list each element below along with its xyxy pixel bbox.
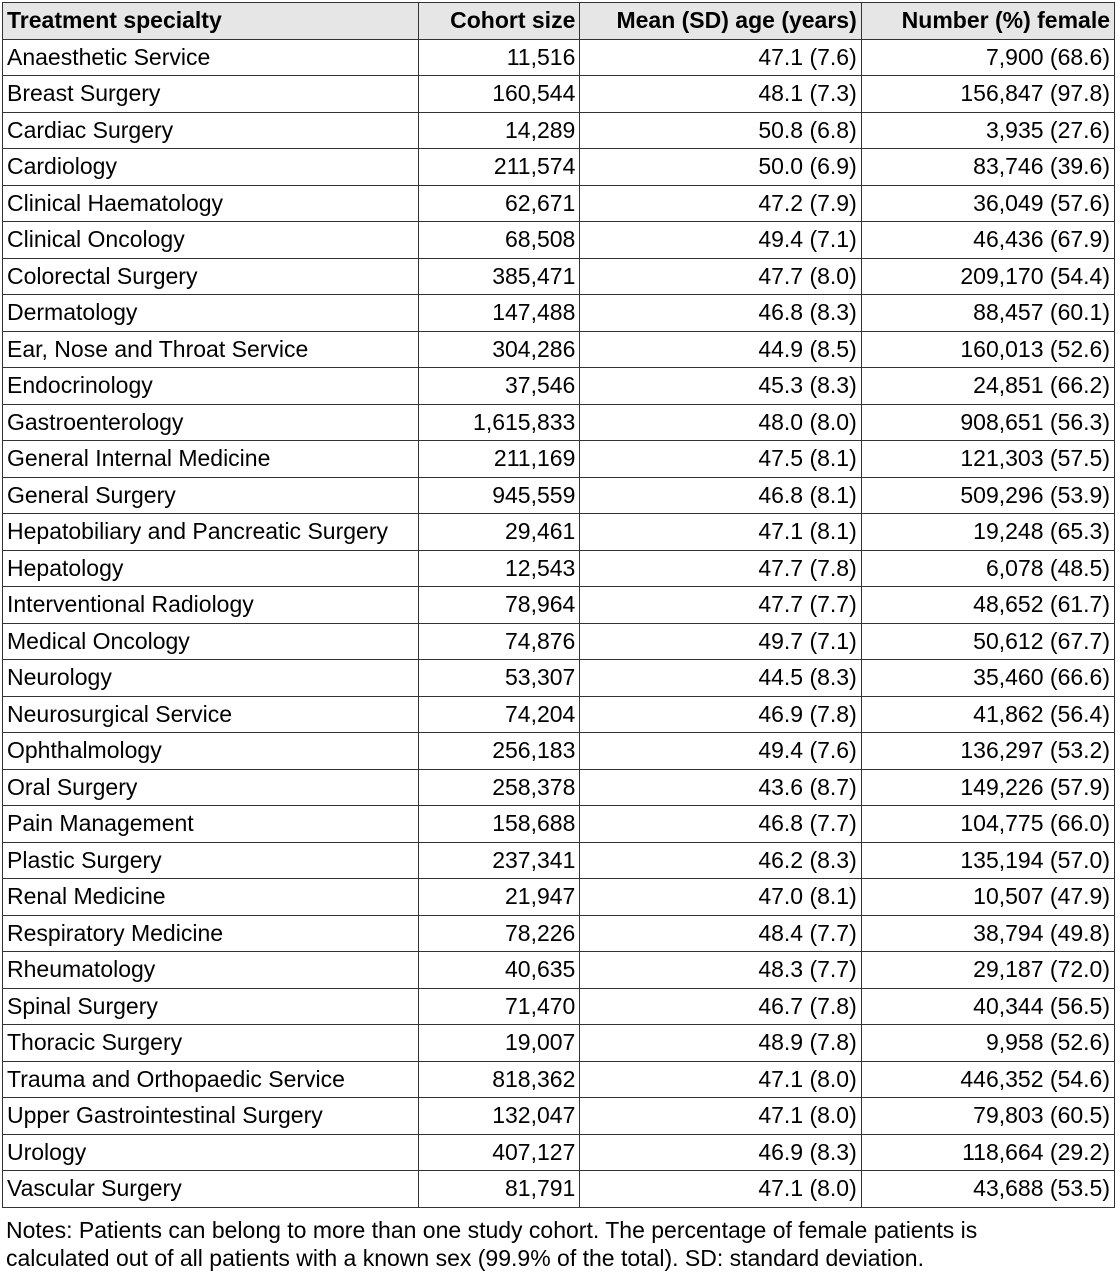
cell-number-female: 156,847 (97.8) [861,76,1114,113]
cell-cohort-size: 945,559 [418,477,580,514]
cell-treatment-specialty: Oral Surgery [3,769,419,806]
cell-number-female: 48,652 (61.7) [861,587,1114,624]
table-row [3,477,1115,514]
table-row [3,368,1115,405]
table-row [3,550,1115,587]
cell-number-female: 160,013 (52.6) [861,331,1114,368]
cell-cohort-size: 74,876 [418,623,580,660]
cell-mean-age: 47.7 (7.7) [580,587,861,624]
cell-mean-age: 48.4 (7.7) [580,915,861,952]
cell-mean-age: 50.0 (6.9) [580,149,861,186]
cohort-table [2,2,1115,1208]
cell-number-female: 46,436 (67.9) [861,222,1114,259]
cell-number-female: 509,296 (53.9) [861,477,1114,514]
cell-treatment-specialty: Ear, Nose and Throat Service [3,331,419,368]
table-row [3,1025,1115,1062]
table-row [3,733,1115,770]
header-treatment-specialty: Treatment specialty [3,3,419,40]
table-header-row [3,3,1115,40]
cell-treatment-specialty: Breast Surgery [3,76,419,113]
cell-cohort-size: 258,378 [418,769,580,806]
cell-treatment-specialty: Gastroenterology [3,404,419,441]
header-cohort-size: Cohort size [418,3,580,40]
cell-cohort-size: 74,204 [418,696,580,733]
cell-treatment-specialty: Clinical Haematology [3,185,419,222]
cell-number-female: 79,803 (60.5) [861,1098,1114,1135]
cell-treatment-specialty: Urology [3,1134,419,1171]
cell-treatment-specialty: Renal Medicine [3,879,419,916]
table-row [3,514,1115,551]
table-notes [6,1216,1106,1272]
cell-mean-age: 50.8 (6.8) [580,112,861,149]
cell-mean-age: 45.3 (8.3) [580,368,861,405]
cell-treatment-specialty: Endocrinology [3,368,419,405]
cell-mean-age: 49.7 (7.1) [580,623,861,660]
cell-treatment-specialty: Trauma and Orthopaedic Service [3,1061,419,1098]
cell-number-female: 50,612 (67.7) [861,623,1114,660]
cell-number-female: 209,170 (54.4) [861,258,1114,295]
table-row [3,696,1115,733]
cell-treatment-specialty: Dermatology [3,295,419,332]
cell-treatment-specialty: Hepatology [3,550,419,587]
cell-mean-age: 48.1 (7.3) [580,76,861,113]
cell-mean-age: 47.1 (8.0) [580,1061,861,1098]
table-row [3,112,1115,149]
cell-mean-age: 47.1 (8.0) [580,1171,861,1208]
table-row [3,76,1115,113]
cell-treatment-specialty: Plastic Surgery [3,842,419,879]
cell-mean-age: 49.4 (7.1) [580,222,861,259]
cell-mean-age: 47.5 (8.1) [580,441,861,478]
cell-number-female: 7,900 (68.6) [861,39,1114,76]
cell-mean-age: 46.2 (8.3) [580,842,861,879]
cell-cohort-size: 11,516 [418,39,580,76]
cell-number-female: 38,794 (49.8) [861,915,1114,952]
cell-number-female: 908,651 (56.3) [861,404,1114,441]
cohort-table-container [2,2,1115,1208]
cell-cohort-size: 81,791 [418,1171,580,1208]
table-body [3,39,1115,1207]
cell-treatment-specialty: Neurosurgical Service [3,696,419,733]
cell-number-female: 83,746 (39.6) [861,149,1114,186]
cell-treatment-specialty: Vascular Surgery [3,1171,419,1208]
cell-cohort-size: 68,508 [418,222,580,259]
cell-mean-age: 48.3 (7.7) [580,952,861,989]
cell-mean-age: 47.1 (7.6) [580,39,861,76]
table-row [3,331,1115,368]
cell-cohort-size: 211,574 [418,149,580,186]
cell-treatment-specialty: Anaesthetic Service [3,39,419,76]
cell-number-female: 136,297 (53.2) [861,733,1114,770]
cell-number-female: 149,226 (57.9) [861,769,1114,806]
table-row [3,587,1115,624]
cell-cohort-size: 1,615,833 [418,404,580,441]
cell-mean-age: 47.0 (8.1) [580,879,861,916]
table-row [3,1134,1115,1171]
cell-mean-age: 47.1 (8.1) [580,514,861,551]
cell-treatment-specialty: Cardiology [3,149,419,186]
cell-mean-age: 48.0 (8.0) [580,404,861,441]
cell-number-female: 40,344 (56.5) [861,988,1114,1025]
cell-treatment-specialty: Rheumatology [3,952,419,989]
cell-cohort-size: 71,470 [418,988,580,1025]
table-row [3,1098,1115,1135]
table-row [3,295,1115,332]
cell-mean-age: 46.9 (7.8) [580,696,861,733]
cell-number-female: 118,664 (29.2) [861,1134,1114,1171]
cell-mean-age: 48.9 (7.8) [580,1025,861,1062]
cell-cohort-size: 304,286 [418,331,580,368]
cell-cohort-size: 19,007 [418,1025,580,1062]
cell-mean-age: 44.5 (8.3) [580,660,861,697]
notes-line-2: calculated out of all patients with a known sex (99.9% of the total). SD: standard deviation. [6,1245,924,1271]
cell-cohort-size: 78,964 [418,587,580,624]
cell-number-female: 19,248 (65.3) [861,514,1114,551]
table-row [3,1171,1115,1208]
cell-mean-age: 47.2 (7.9) [580,185,861,222]
notes-line-1: Notes: Patients can belong to more than one study cohort. The percentage of female patients is [6,1217,978,1243]
cell-number-female: 3,935 (27.6) [861,112,1114,149]
cell-mean-age: 49.4 (7.6) [580,733,861,770]
cell-number-female: 9,958 (52.6) [861,1025,1114,1062]
cell-number-female: 24,851 (66.2) [861,368,1114,405]
table-row [3,441,1115,478]
cell-cohort-size: 147,488 [418,295,580,332]
cell-mean-age: 46.7 (7.8) [580,988,861,1025]
table-row [3,39,1115,76]
table-row [3,915,1115,952]
cell-treatment-specialty: General Internal Medicine [3,441,419,478]
cell-cohort-size: 62,671 [418,185,580,222]
cell-number-female: 6,078 (48.5) [861,550,1114,587]
cell-cohort-size: 53,307 [418,660,580,697]
cell-number-female: 36,049 (57.6) [861,185,1114,222]
table-row [3,952,1115,989]
table-row [3,1061,1115,1098]
table-row [3,185,1115,222]
cell-number-female: 135,194 (57.0) [861,842,1114,879]
cell-cohort-size: 160,544 [418,76,580,113]
table-row [3,879,1115,916]
header-number-female: Number (%) female [861,3,1114,40]
cell-mean-age: 47.7 (7.8) [580,550,861,587]
table-row [3,842,1115,879]
cell-number-female: 35,460 (66.6) [861,660,1114,697]
cell-mean-age: 46.8 (7.7) [580,806,861,843]
cell-cohort-size: 14,289 [418,112,580,149]
cell-cohort-size: 21,947 [418,879,580,916]
header-mean-age: Mean (SD) age (years) [580,3,861,40]
cell-treatment-specialty: Medical Oncology [3,623,419,660]
table-row [3,222,1115,259]
cell-cohort-size: 211,169 [418,441,580,478]
table-row [3,769,1115,806]
table-row [3,988,1115,1025]
cell-treatment-specialty: Ophthalmology [3,733,419,770]
cell-treatment-specialty: Neurology [3,660,419,697]
cell-treatment-specialty: Clinical Oncology [3,222,419,259]
cell-mean-age: 46.8 (8.3) [580,295,861,332]
table-row [3,404,1115,441]
cell-cohort-size: 132,047 [418,1098,580,1135]
cell-number-female: 104,775 (66.0) [861,806,1114,843]
cell-treatment-specialty: Thoracic Surgery [3,1025,419,1062]
cell-cohort-size: 407,127 [418,1134,580,1171]
cell-treatment-specialty: Hepatobiliary and Pancreatic Surgery [3,514,419,551]
cell-number-female: 10,507 (47.9) [861,879,1114,916]
cell-treatment-specialty: Spinal Surgery [3,988,419,1025]
cell-cohort-size: 29,461 [418,514,580,551]
cell-number-female: 446,352 (54.6) [861,1061,1114,1098]
cell-treatment-specialty: Pain Management [3,806,419,843]
cell-cohort-size: 12,543 [418,550,580,587]
cell-cohort-size: 37,546 [418,368,580,405]
table-row [3,149,1115,186]
cell-cohort-size: 40,635 [418,952,580,989]
cell-treatment-specialty: Colorectal Surgery [3,258,419,295]
cell-mean-age: 43.6 (8.7) [580,769,861,806]
cell-treatment-specialty: Cardiac Surgery [3,112,419,149]
cell-number-female: 88,457 (60.1) [861,295,1114,332]
cell-number-female: 29,187 (72.0) [861,952,1114,989]
cell-mean-age: 46.8 (8.1) [580,477,861,514]
cell-number-female: 43,688 (53.5) [861,1171,1114,1208]
cell-mean-age: 47.7 (8.0) [580,258,861,295]
cell-cohort-size: 78,226 [418,915,580,952]
cell-cohort-size: 385,471 [418,258,580,295]
cell-mean-age: 46.9 (8.3) [580,1134,861,1171]
cell-mean-age: 47.1 (8.0) [580,1098,861,1135]
cell-cohort-size: 256,183 [418,733,580,770]
cell-treatment-specialty: Respiratory Medicine [3,915,419,952]
table-row [3,806,1115,843]
cell-cohort-size: 158,688 [418,806,580,843]
table-row [3,623,1115,660]
cell-treatment-specialty: Upper Gastrointestinal Surgery [3,1098,419,1135]
table-row [3,258,1115,295]
cell-number-female: 121,303 (57.5) [861,441,1114,478]
cell-treatment-specialty: Interventional Radiology [3,587,419,624]
cell-cohort-size: 818,362 [418,1061,580,1098]
cell-cohort-size: 237,341 [418,842,580,879]
cell-treatment-specialty: General Surgery [3,477,419,514]
table-row [3,660,1115,697]
cell-number-female: 41,862 (56.4) [861,696,1114,733]
cell-mean-age: 44.9 (8.5) [580,331,861,368]
